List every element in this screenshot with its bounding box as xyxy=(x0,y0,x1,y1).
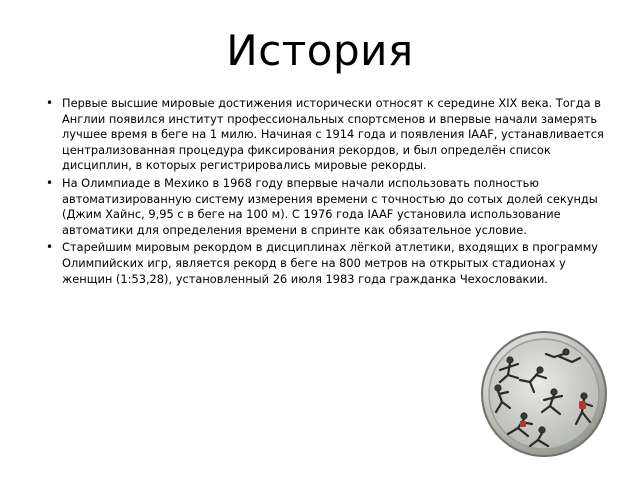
bullet-item xyxy=(46,176,616,238)
athletics-medal-image xyxy=(480,330,608,458)
slide-title: История xyxy=(226,26,414,75)
bullet-list xyxy=(46,96,616,289)
bullet-marker: • xyxy=(46,240,54,255)
bullet-text: На Олимпиаде в Мехико в 1968 году впервые начали использовать полностью автоматизированную систему измерения времени с точностью до сотых долей секунды (Джим Хайнс, 9,95 с в беге на 100 м). С 1976 года IAAF установила использование автоматики для определения времени в спринте как обязательное условие. xyxy=(62,175,598,237)
bullet-text: Старейшим мировым рекордом в дисциплинах лёгкой атлетики, входящих в программу Олимпийских игр, является рекорд в беге на 800 метров на открытых стадионах у женщин (1:53,28), установленный 26 июля 1983 года гражданка Чехословакии. xyxy=(62,240,599,286)
bullet-marker: • xyxy=(46,96,54,110)
bullet-text: Первые высшие мировые достижения исторически относят к середине XIX века. Тогда в Англии появился институт профессиональных спортсменов и впервые начали замерять лучшее время в беге на 1 милю. Начиная с 1914 года и появления IAAF, устанавливается централизованная процедура фиксирования рекордов, и был определён список дисциплин, в которых регистрировались мировые рекорды. xyxy=(62,96,604,173)
bullet-marker: • xyxy=(46,175,54,190)
bullet-item xyxy=(46,240,616,287)
bullet-item xyxy=(46,96,616,174)
